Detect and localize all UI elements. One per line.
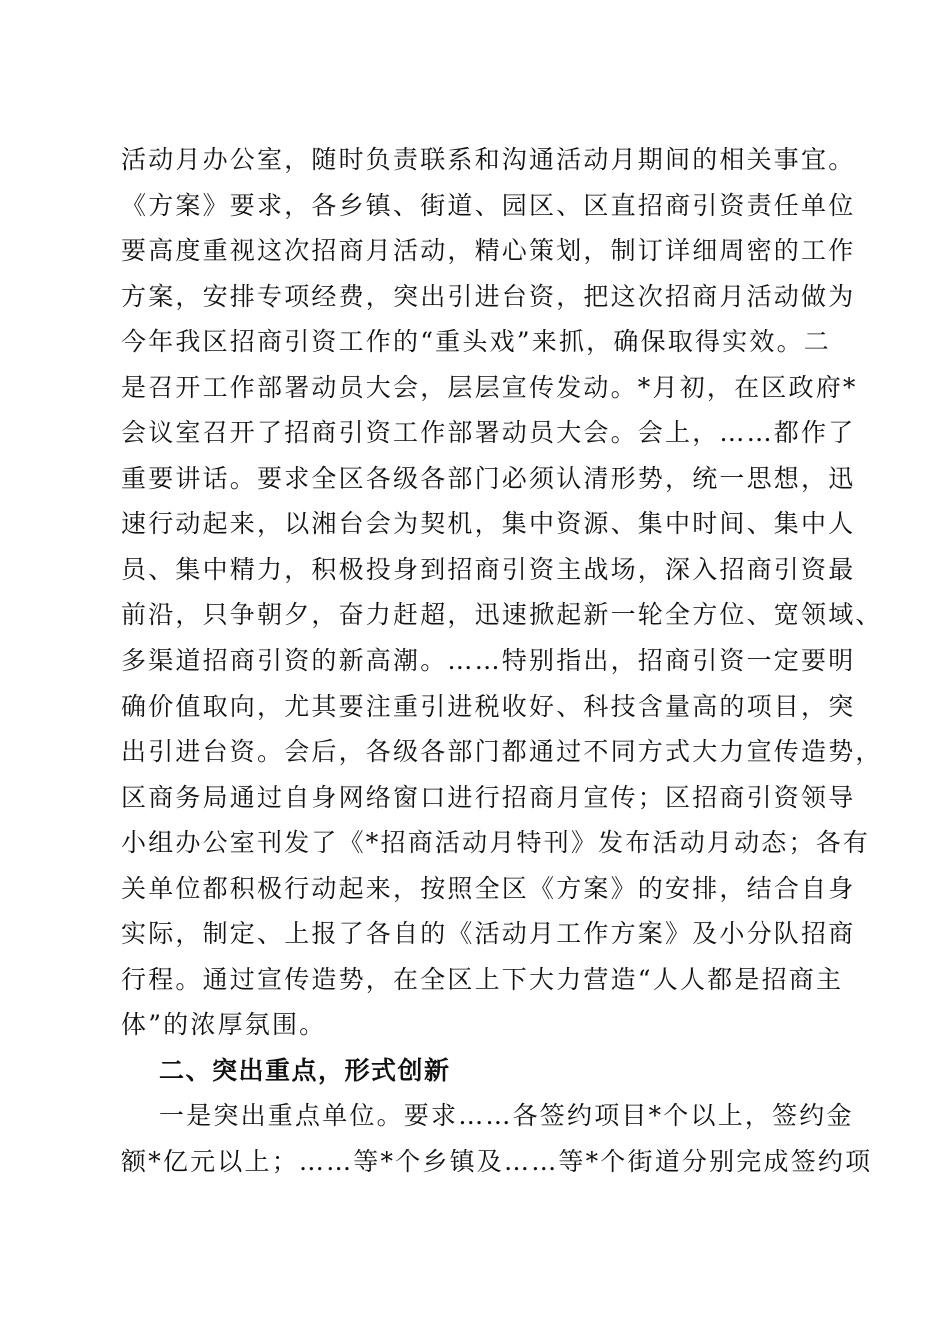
body-line: 关单位都积极行动起来，按照全区《方案》的安排，结合自身 <box>121 873 856 903</box>
body-line: 今年我区招商引资工作的“重头戏”来抓，确保取得实效。二 <box>121 327 831 357</box>
body-line: 会议室召开了招商引资工作部署动员大会。会上，……都作了 <box>121 418 856 448</box>
section-line: 一是突出重点单位。要求……各签约项目*个以上，签约金 <box>159 1101 854 1131</box>
body-line: 活动月办公室，随时负责联系和沟通活动月期间的相关事宜。 <box>121 145 856 174</box>
body-line: 区商务局通过自身网络窗口进行招商月宣传；区招商引资领导 <box>121 782 856 812</box>
body-line: 行程。通过宣传造势，在全区上下大力营造“人人都是招商主 <box>121 964 844 994</box>
body-line: 小组办公室刊发了《*招商活动月特刊》发布活动月动态；各有 <box>121 828 871 858</box>
body-line: 速行动起来，以湘台会为契机，集中资源、集中时间、集中人 <box>121 509 856 539</box>
body-line: 出引进台资。会后，各级各部门都通过不同方式大力宣传造势， <box>121 737 883 767</box>
body-line: 前沿，只争朝夕，奋力赶超，迅速掀起新一轮全方位、宽领域、 <box>121 600 883 630</box>
body-line: 实际，制定、上报了各自的《活动月工作方案》及小分队招商 <box>121 919 856 949</box>
body-line: 重要讲话。要求全区各级各部门必须认清形势，统一思想，迅 <box>121 463 856 493</box>
body-line: 员、集中精力，积极投身到招商引资主战场，深入招商引资最 <box>121 554 856 584</box>
body-line: 是召开工作部署动员大会，层层宣传发动。*月初，在区政府* <box>121 372 858 402</box>
body-line: 体”的浓厚氛围。 <box>121 1010 327 1040</box>
body-line: 要高度重视这次招商月活动，精心策划，制订详细周密的工作 <box>121 236 856 266</box>
body-line: 方案，安排专项经费，突出引进台资，把这次招商月活动做为 <box>121 281 856 311</box>
body-line: 确价值取向，尤其要注重引进税收好、科技含量高的项目，突 <box>121 691 856 721</box>
body-line: 《方案》要求，各乡镇、街道、园区、区直招商引资责任单位 <box>121 190 856 220</box>
document-body <box>121 137 883 1185</box>
section-heading: 二、突出重点，形式创新 <box>159 1055 451 1085</box>
body-line: 多渠道招商引资的新高潮。……特别指出，招商引资一定要明 <box>121 646 856 676</box>
section-line: 额*亿元以上；……等*个乡镇及……等*个街道分别完成签约项 <box>121 1147 873 1177</box>
